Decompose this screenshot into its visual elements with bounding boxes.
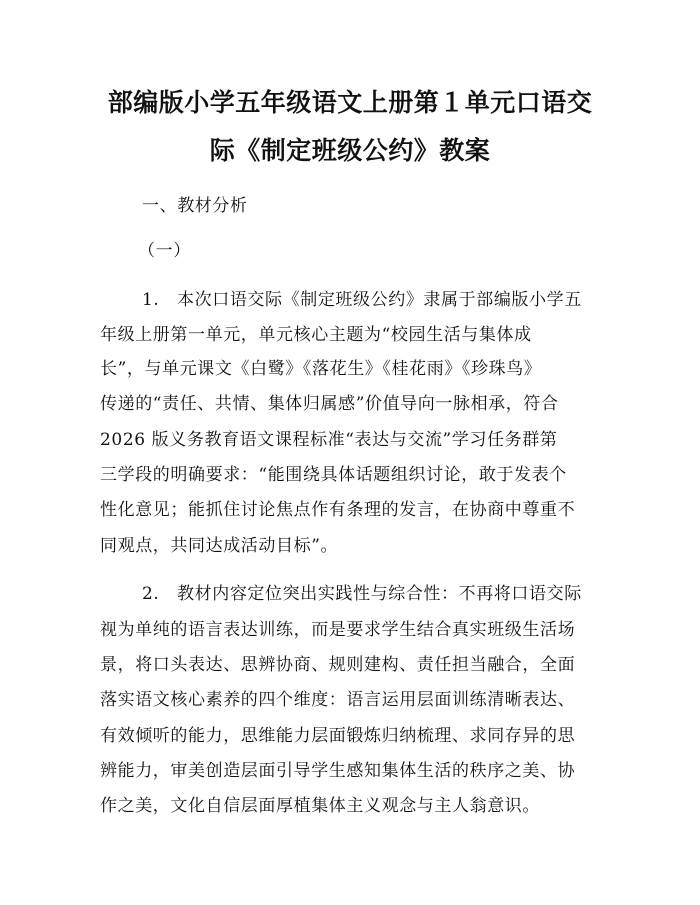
paragraph-2-line: 落实语文核心素养的四个维度：语言运用层面训练清晰表达、	[100, 690, 576, 710]
paragraph-1-line: 性化意见；能抓住讨论焦点作有条理的发言，在协商中尊重不	[100, 500, 576, 520]
paragraph-1-line: 年级上册第一单元，单元核心主题为“校园生活与集体成	[100, 325, 532, 345]
document-title-line-1: 部编版小学五年级语文上册第１单元口语交	[107, 88, 593, 117]
paragraph-1-line: 2026 版义务教育语文课程标准“表达与交流”学习任务群第	[100, 430, 558, 450]
paragraph-1-line: 三学段的明确要求：“能围绕具体话题组织讨论，敢于发表个	[100, 465, 567, 485]
document-title-line-2: 际《制定班级公约》教案	[209, 136, 491, 165]
paragraph-1-line: 1. 本次口语交际《制定班级公约》隶属于部编版小学五	[142, 290, 582, 310]
paragraph-2-line: 辨能力，审美创造层面引导学生感知集体生活的秩序之美、协	[100, 761, 576, 781]
paragraph-1-line: 同观点，共同达成活动目标”。	[100, 536, 339, 556]
section-heading: 一、教材分析	[142, 196, 248, 216]
paragraph-1-line: 传递的“责任、共情、集体归属感”价值导向一脉相承，符合	[100, 394, 559, 414]
paragraph-1-line: 长”，与单元课文《白鹭》《落花生》《桂花雨》《珍珠鸟》	[100, 359, 542, 379]
paragraph-2-line: 作之美，文化自信层面厚植集体主义观念与主人翁意识。	[100, 796, 540, 816]
paragraph-2-line: 有效倾听的能力，思维能力层面锻炼归纳梳理、求同存异的思	[100, 726, 576, 746]
paragraph-2-line: 2. 教材内容定位突出实践性与综合性：不再将口语交际	[142, 584, 582, 604]
paragraph-2-line: 视为单纯的语言表达训练，而是要求学生结合真实班级生活场	[100, 620, 576, 640]
paragraph-2-line: 景，将口头表达、思辨协商、规则建构、责任担当融合，全面	[100, 655, 576, 675]
subsection-heading: （一）	[138, 241, 191, 261]
